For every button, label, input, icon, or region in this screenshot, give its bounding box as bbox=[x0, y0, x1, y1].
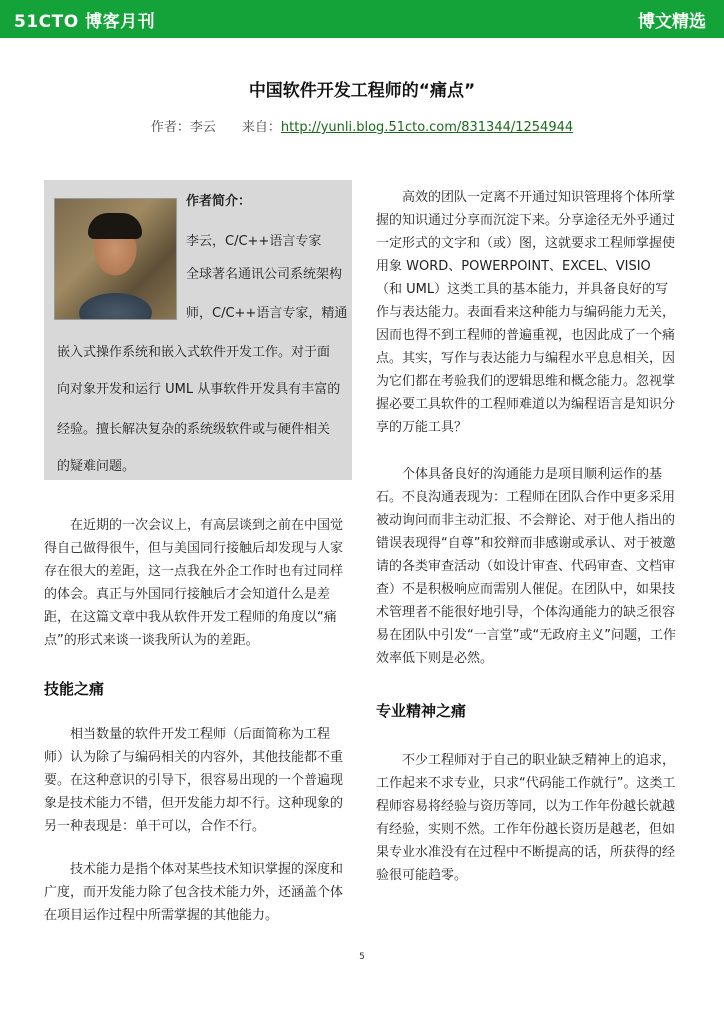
bio-line: 嵌入式操作系统和嵌入式软件开发工作。对于面 bbox=[57, 345, 331, 360]
skills-paragraph: 技术能力是指个体对某些技术知识掌握的深度和广度，而开发能力除了包含技术能力外，还涵盖个体在项目运作过程中所需掌握的其他能力。 bbox=[44, 862, 344, 923]
bio-line: 的疑难问题。 bbox=[57, 459, 136, 474]
source-link[interactable]: http://yunli.blog.51cto.com/831344/1254944 bbox=[280, 120, 574, 135]
page-number: 5 bbox=[359, 952, 365, 962]
section-heading-skills: 技能之痛 bbox=[44, 680, 105, 698]
bio-line: 经验。擅长解决复杂的系统级软件或与硬件相关 bbox=[57, 422, 331, 437]
magazine-brand: 51CTO 博客月刊 bbox=[14, 12, 156, 32]
bio-line: 向对象开发和运行 UML 从事软件开发具有丰富的 bbox=[57, 382, 341, 397]
bio-heading: 作者简介： bbox=[186, 194, 252, 209]
author-label: 作者：李云 bbox=[150, 120, 216, 135]
article-title: 中国软件开发工程师的“痛点” bbox=[248, 81, 476, 101]
skills-paragraph: 相当数量的软件开发工程师（后面简称为工程师）认为除了与编码相关的内容外，其他技能都不重要。在这种意识的引导下，很容易出现的一个普遍现象是技术能力不错，但开发能力却不行。这种现象的另一种表现是：单干可以，合作不行。 bbox=[44, 727, 344, 834]
communication-paragraph: 个体具备良好的沟通能力是项目顺利运作的基石。不良沟通表现为：工程师在团队合作中更多采用被动询问而非主动汇报、不会辩论、对于他人指出的错误表现得“自尊”和狡辩而非感谢或承认、对于被邀请的各类审查活动（如设计审查、代码审查、文档审查）不是积极响应而需别人催促。在团队中，如果技术管理者不能很好地引导，个体沟通能力的缺乏很容易在团队中引发“一言堂”或“无政府主义”问题，工作效率低下则是必然。 bbox=[376, 467, 676, 666]
section-name: 博文精选 bbox=[638, 12, 706, 32]
right-column bbox=[376, 186, 676, 887]
knowledge-paragraph: 高效的团队一定离不开通过知识管理将个体所掌握的知识通过分享而沉淀下来。分享途径无外乎通过一定形式的文字和（或）图，这就要求工程师掌握使用象 WORD、POWERPOINT、EXCEL、VISIO（和 UML）这类工具的基本能力，并具备良好的写作与表达能力。表面看来这种能力与编码能力无关，因而也得不到工程师的普遍重视，也因此成了一个痛点。其实，写作与表达能力与编程水平息息相关，因为它们都在考验我们的逻辑思维和概念能力。忽视掌握必要工具软件的工程师难道以为编程语言是知识分享的万能工具？ bbox=[376, 190, 676, 435]
intro-paragraph: 在近期的一次会议上，有高层谈到之前在中国觉得自己做得很牛，但与美国同行接触后却发现与人家存在很大的差距，这一点我在外企工作时也有过同样的体会。真正与外国同行接触后才会知道什么是差距，在这篇文章中我从软件开发工程师的角度以“痛点”的形式来谈一谈我所认为的差距。 bbox=[44, 518, 344, 648]
header-bar bbox=[0, 0, 724, 38]
bio-line: 李云，C/C++语言专家 bbox=[186, 234, 322, 249]
byline bbox=[0, 116, 724, 135]
section-heading-professionalism: 专业精神之痛 bbox=[376, 702, 467, 720]
bio-line: 全球著名通讯公司系统架构 bbox=[186, 267, 343, 282]
professionalism-paragraph: 不少工程师对于自己的职业缺乏精神上的追求，工作起来不求专业，只求“代码能工作就行”。这类工程师容易将经验与资历等同，以为工作年份越长就越有经验，实则不然。工作年份越长资历是越老，但如果专业水准没有在过程中不断提高的话，所获得的经验很可能趋零。 bbox=[376, 753, 676, 883]
source-label: 来自： bbox=[241, 120, 281, 135]
author-photo bbox=[54, 198, 177, 320]
left-column bbox=[44, 514, 344, 927]
bio-line: 师，C/C++语言专家，精通 bbox=[186, 306, 348, 321]
